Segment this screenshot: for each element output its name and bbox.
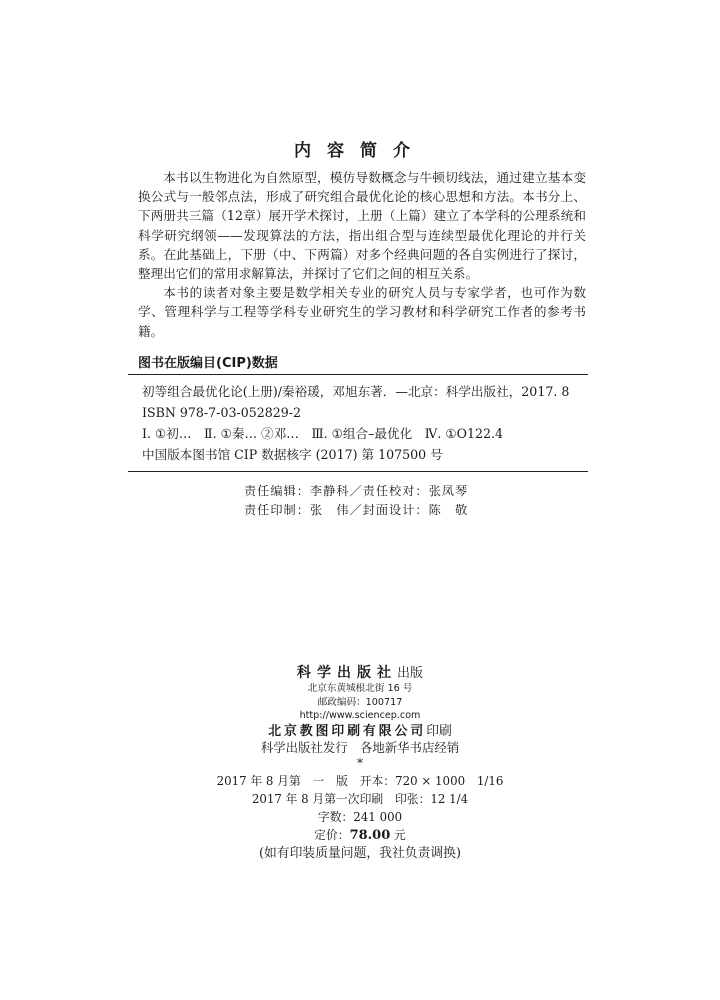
edition-line: 2017 年 8 月第 一 版 开本：720 × 1000 1/16	[216, 774, 504, 788]
printer-name: 北京教图印刷有限公司	[268, 724, 427, 739]
word-count: 字数：241 000	[317, 810, 403, 824]
price-line	[0, 826, 720, 845]
quality-notice: (如有印装质量问题，我社负责调换)	[259, 846, 461, 861]
cip-heading: 图书在版编目(CIP)数据	[138, 356, 278, 371]
price-label: 定价：	[314, 828, 350, 842]
summary-text	[138, 168, 586, 341]
distribution-line: 科学出版社发行 各地新华书店经销	[260, 740, 460, 755]
credits-printing-line: 责任印制：张 伟／封面设计：陈 敬	[244, 503, 469, 517]
price-unit: 元	[390, 828, 406, 842]
cip-line-title: 初等组合最优化论(上册)/秦裕瑗，邓旭东著．—北京：科学出版社，2017. 8	[142, 384, 570, 399]
summary-title: 内容简介	[294, 141, 426, 161]
publisher-address: 北京东黄城根北街 16 号	[307, 683, 413, 694]
publisher-block	[0, 662, 720, 723]
summary-paragraph-1: 本书以生物进化为自然原型，模仿导数概念与牛顿切线法，通过建立基本变换公式与一般邻点法，形成了研究组合最优化论的核心思想和方法。本书分上、下两册共三篇（12章）展开学术探讨，上册（上篇）建立了本学科的公理系统和科学研究纲领——发现算法的方法，指出组合型与连续型最优化理论的并行关系。在此基础上，下册（中、下两篇）对多个经典问题的各自实例进行了探讨，整理出它们的常用求解算法，并探讨了它们之间的相互关系。	[138, 170, 586, 282]
cip-line-record: 中国版本图书馆 CIP 数据核字 (2017) 第 107500 号	[142, 447, 443, 462]
publisher-url: http://www.sciencep.com	[299, 710, 421, 721]
publisher-postcode: 邮政编码：100717	[317, 696, 403, 708]
cip-line-isbn: ISBN 978-7-03-052829-2	[142, 405, 302, 420]
book-specs	[0, 772, 720, 863]
credits-editor-line: 责任编辑：李静科／责任校对：张凤琴	[244, 484, 469, 498]
printing-line: 2017 年 8 月第一次印刷 印张：12 1/4	[251, 792, 469, 806]
summary-paragraph-2: 本书的读者对象主要是数学相关专业的研究人员与专家学者，也可作为数学、管理科学与工程等学科专业研究生的学习教材和科学研究工作者的参考书籍。	[138, 285, 586, 339]
cip-data-box	[128, 374, 588, 472]
cip-line-classification: Ⅰ. ①初… Ⅱ. ①秦… ②邓… Ⅲ. ①组合–最优化 Ⅳ. ①O122.4	[142, 426, 504, 441]
price-value: 78.00	[349, 828, 391, 843]
publisher-suffix: 出版	[396, 666, 423, 681]
printer-block	[0, 720, 720, 769]
printer-suffix: 印刷	[426, 724, 452, 739]
editorial-credits	[244, 482, 468, 520]
publisher-name: 科学出版社	[296, 665, 397, 681]
separator-star: *	[357, 756, 363, 770]
